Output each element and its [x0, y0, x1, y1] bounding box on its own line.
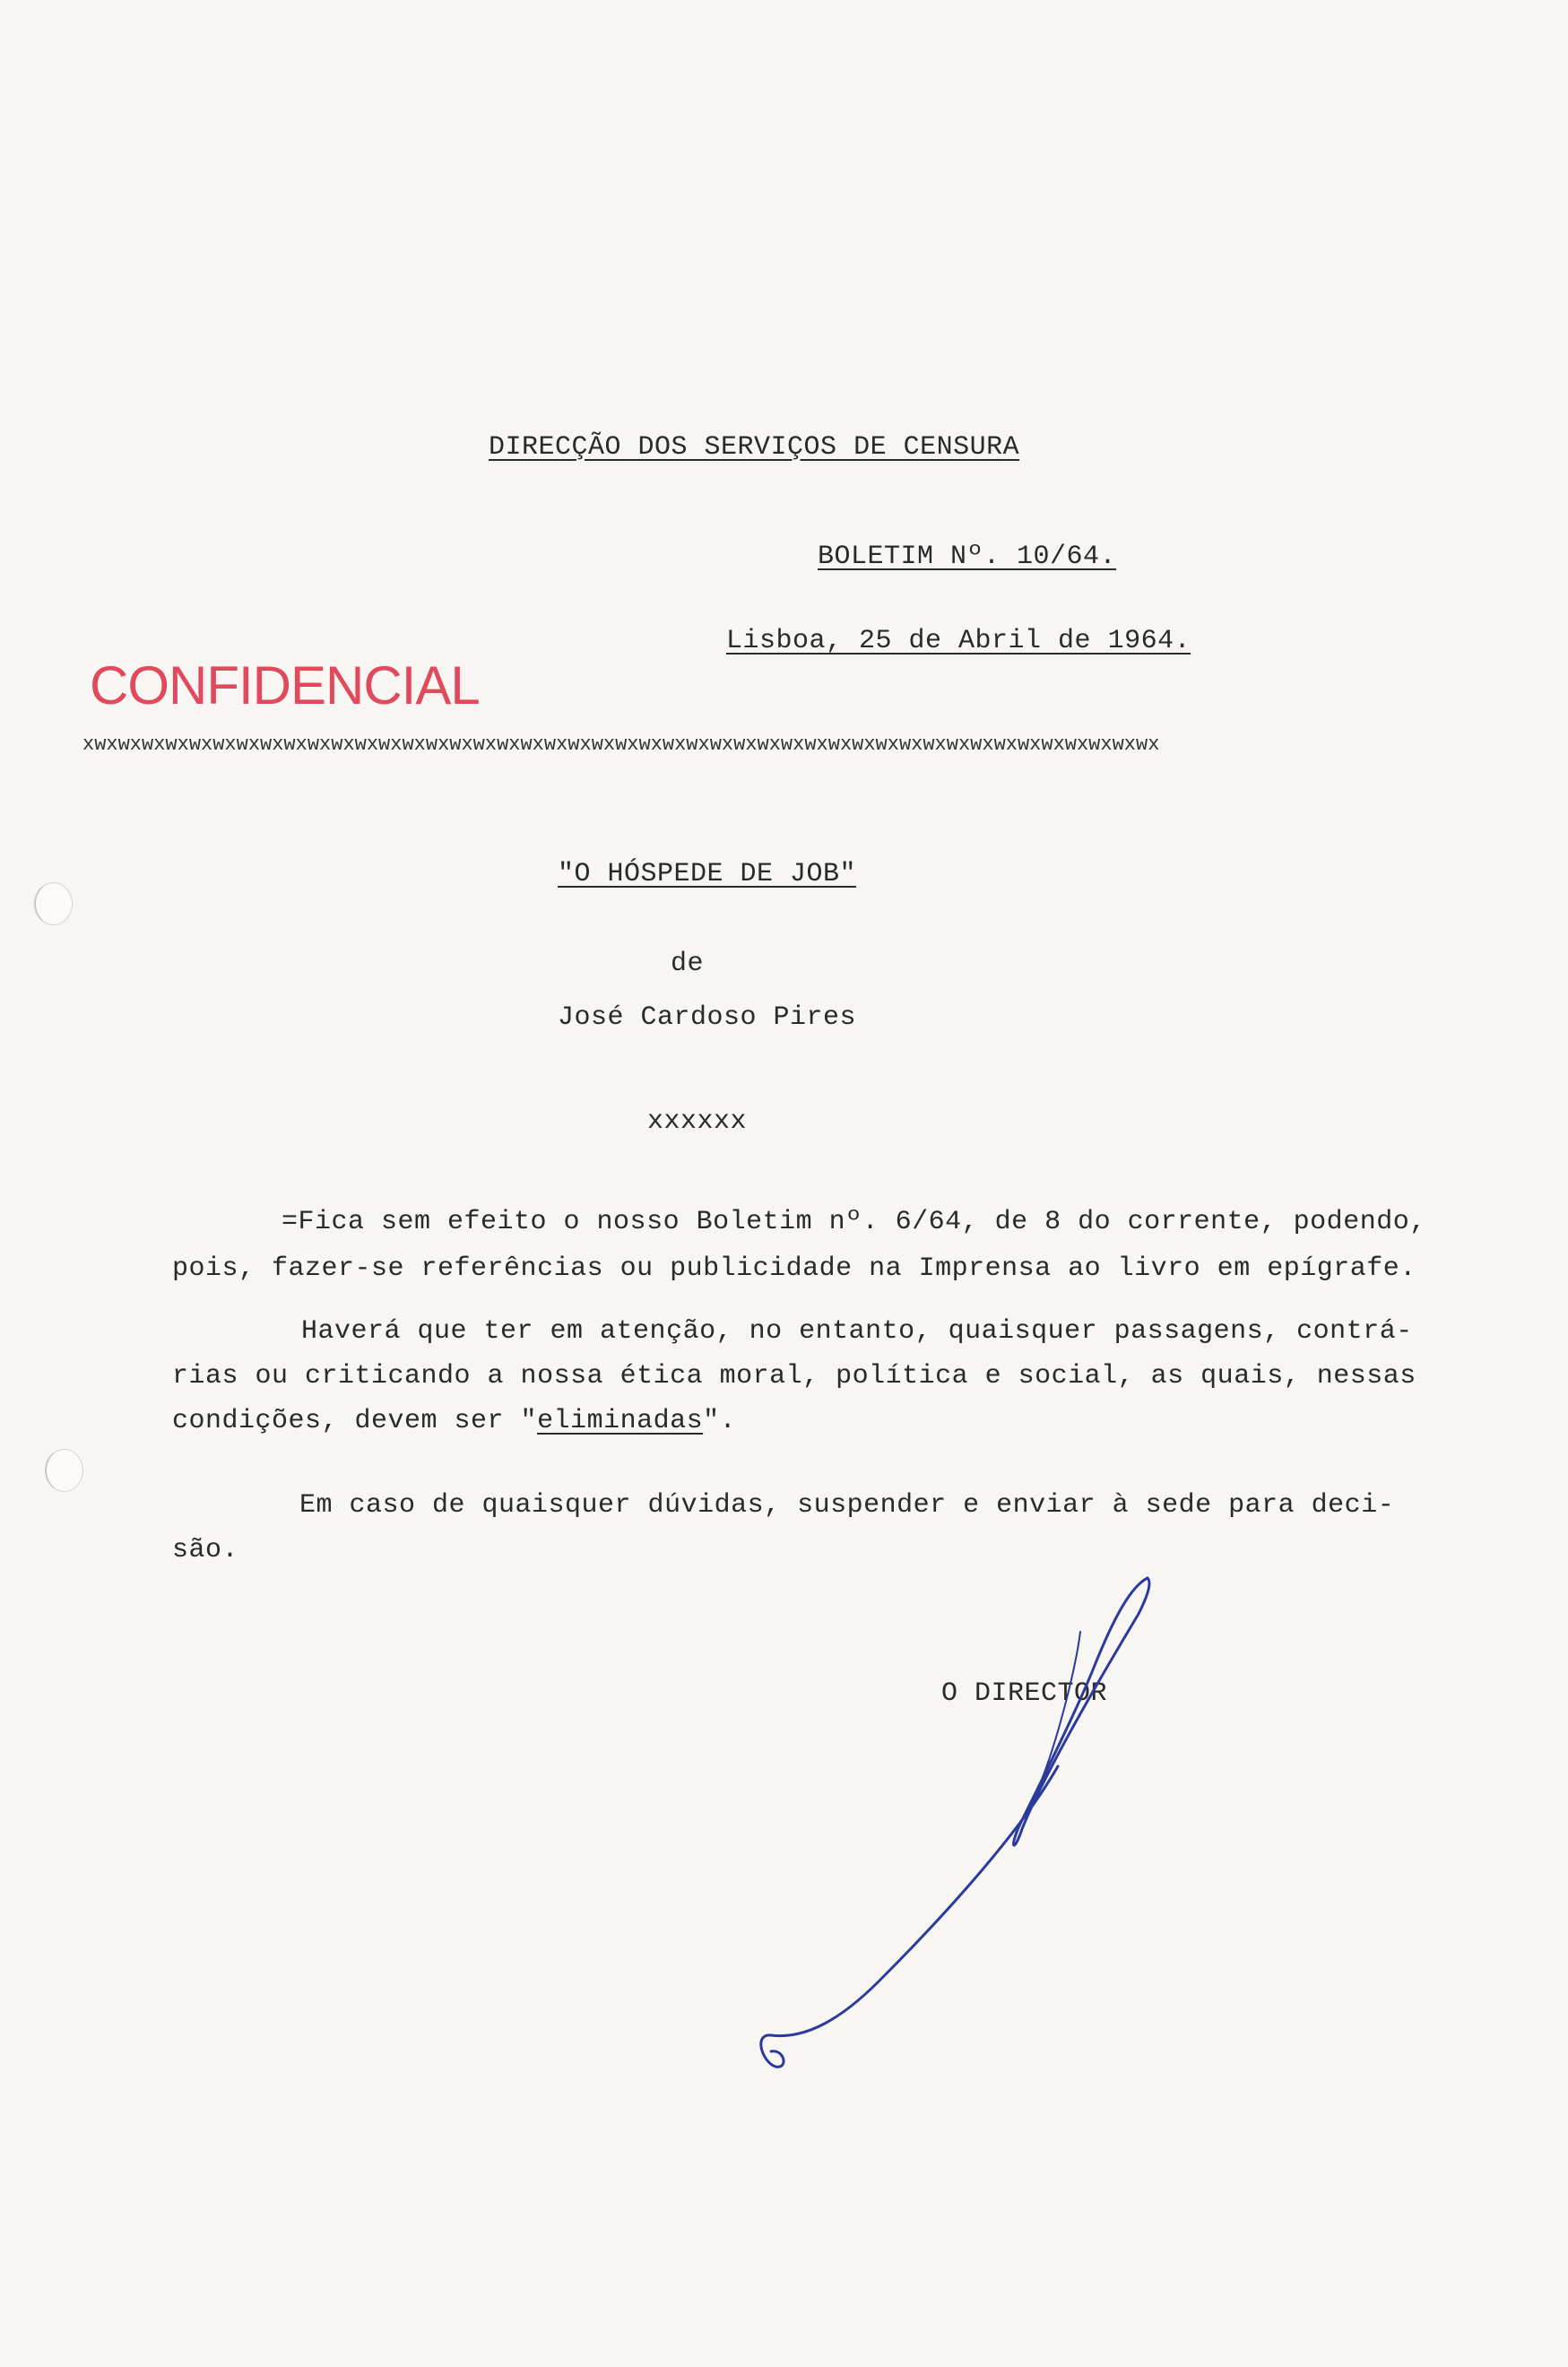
- bulletin-number: BOLETIM Nº. 10/64.: [818, 542, 1117, 572]
- body-p2-line3: condições, devem ser "eliminadas".: [172, 1406, 737, 1436]
- work-author: José Cardoso Pires: [558, 1002, 857, 1033]
- work-divider: xxxxxx: [647, 1106, 748, 1137]
- body-p3-line1: Em caso de quaisquer dúvidas, suspender e enviar à sede para deci-: [299, 1490, 1395, 1521]
- work-de: de: [671, 949, 705, 979]
- punch-hole: [45, 1449, 83, 1492]
- separator-line: xwxwxwxwxwxwxwxwxwxwxwxwxwxwxwxwxwxwxwxwxwxwxwxwxwxwxwxwxwxwxwxwxwxwxwxwxwxwxwxwxwxwxwxwxwx: [82, 733, 1160, 756]
- body-p2-line1: Haverá que ter em atenção, no entanto, quaisquer passagens, contrá-: [301, 1316, 1413, 1347]
- punch-hole: [34, 882, 73, 925]
- body-p1-line1: =Fica sem efeito o nosso Boletim nº. 6/64, de 8 do corrente, podendo,: [282, 1207, 1426, 1237]
- office-heading: DIRECÇÃO DOS SERVIÇOS DE CENSURA: [489, 432, 1020, 463]
- work-title: "O HÓSPEDE DE JOB": [558, 859, 857, 889]
- body-p2-line2: rias ou criticando a nossa ética moral, política e social, as quais, nessas: [172, 1361, 1416, 1392]
- body-p3-line2: são.: [172, 1535, 239, 1565]
- director-signature: [753, 1560, 1183, 2080]
- place-date: Lisboa, 25 de Abril de 1964.: [726, 626, 1191, 656]
- confidential-stamp: CONFIDENCIAL: [90, 655, 480, 715]
- body-p1-line2: pois, fazer-se referências ou publicidade na Imprensa ao livro em epígrafe.: [172, 1253, 1416, 1284]
- signatory-title: O DIRECTOR: [941, 1678, 1108, 1709]
